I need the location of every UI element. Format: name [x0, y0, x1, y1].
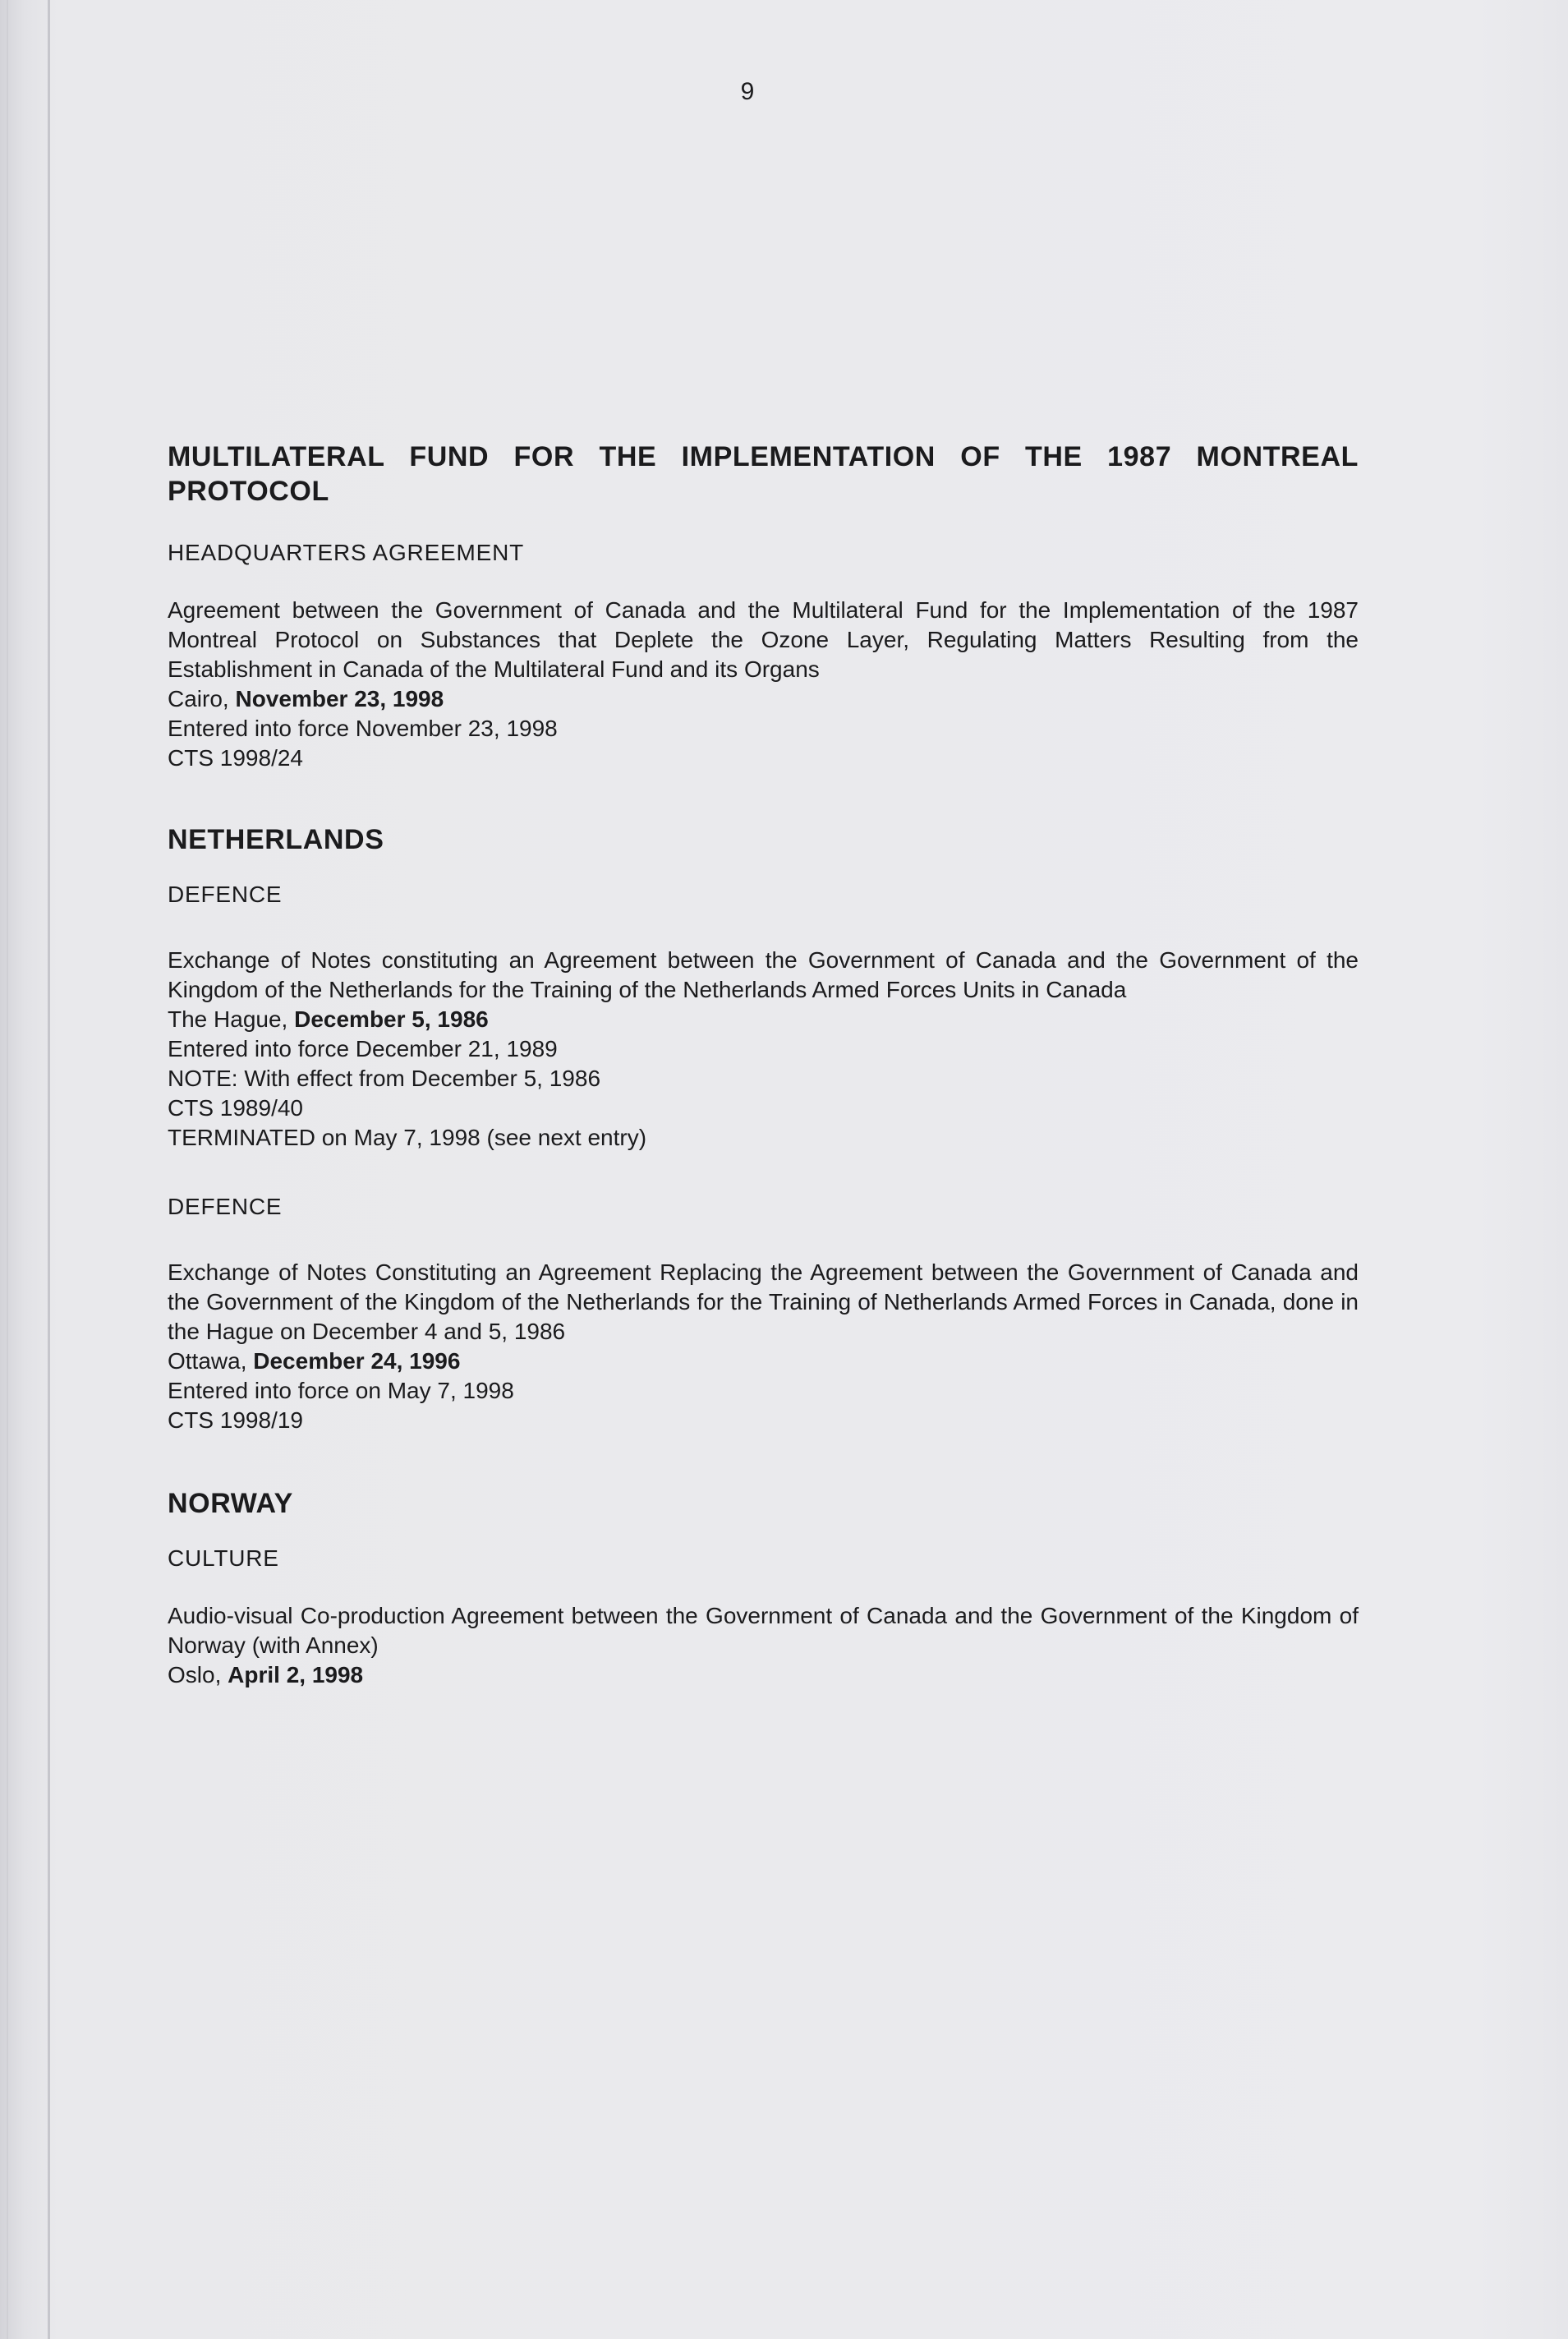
signing-date: November 23, 1998: [235, 686, 444, 711]
treaty-entry: [168, 596, 1359, 773]
binding-shadow: [48, 0, 50, 2339]
treaty-description: Audio-visual Co-production Agreement between the Government of Canada and the Government of the Kingdom of Norway (with Annex): [168, 1603, 1359, 1658]
category-heading: DEFENCE: [168, 1194, 283, 1219]
country-heading: NORWAY: [168, 1488, 293, 1519]
page-number: 9: [740, 78, 755, 105]
category-heading: CULTURE: [168, 1545, 279, 1571]
treaty-description: Agreement between the Government of Canada and the Multilateral Fund for the Implementation of the 1987 Montreal Protocol on Substances that Deplete the Ozone Layer, Regulating Matters Resulting from the Establishment in Canada of the Multilateral Fund and its Organs: [168, 597, 1359, 682]
cts-reference: CTS 1989/40: [168, 1095, 303, 1121]
cts-reference: CTS 1998/24: [168, 745, 303, 771]
section-multilateral-fund: [168, 440, 1359, 773]
signing-place: Cairo,: [168, 686, 229, 711]
category-heading: DEFENCE: [168, 882, 283, 907]
entry-into-force: Entered into force November 23, 1998: [168, 716, 558, 741]
treaty-entry: [168, 946, 1359, 1153]
entry-into-force: Entered into force December 21, 1989: [168, 1036, 558, 1061]
treaty-entry: [168, 1601, 1359, 1690]
signing-date: December 5, 1986: [294, 1006, 489, 1032]
country-heading: NETHERLANDS: [168, 824, 384, 855]
treaty-note: NOTE: With effect from December 5, 1986: [168, 1066, 601, 1091]
signing-place: The Hague,: [168, 1006, 288, 1032]
section-norway: [168, 1486, 1359, 1690]
termination-note: TERMINATED on May 7, 1998 (see next entry): [168, 1125, 647, 1150]
signing-date: December 24, 1996: [253, 1348, 461, 1374]
treaty-signing: [168, 1005, 1359, 1034]
signing-date: April 2, 1998: [228, 1662, 364, 1687]
cts-reference: CTS 1998/19: [168, 1407, 303, 1433]
signing-place: Oslo,: [168, 1662, 222, 1687]
treaty-signing: [168, 684, 1359, 714]
category-heading: HEADQUARTERS AGREEMENT: [168, 540, 525, 565]
treaty-signing: [168, 1347, 1359, 1376]
section-title: MULTILATERAL FUND FOR THE IMPLEMENTATION OF THE 1987 MONTREAL PROTOCOL: [168, 441, 1359, 507]
treaty-description: Exchange of Notes constituting an Agreement between the Government of Canada and the Government of the Kingdom of the Netherlands for the Training of the Netherlands Armed Forces Units in Canada: [168, 947, 1359, 1002]
page-edge-line: [7, 0, 8, 2339]
treaty-signing: [168, 1660, 1359, 1690]
section-netherlands: [168, 822, 1359, 1435]
treaty-description: Exchange of Notes Constituting an Agreement Replacing the Agreement between the Government of Canada and the Government of the Kingdom of the Netherlands for the Training of Netherlands Armed Forces in Canada, done in the Hague on December 4 and 5, 1986: [168, 1259, 1359, 1344]
signing-place: Ottawa,: [168, 1348, 247, 1374]
document-body: [168, 440, 1359, 1690]
entry-into-force: Entered into force on May 7, 1998: [168, 1378, 514, 1403]
treaty-entry: [168, 1258, 1359, 1435]
